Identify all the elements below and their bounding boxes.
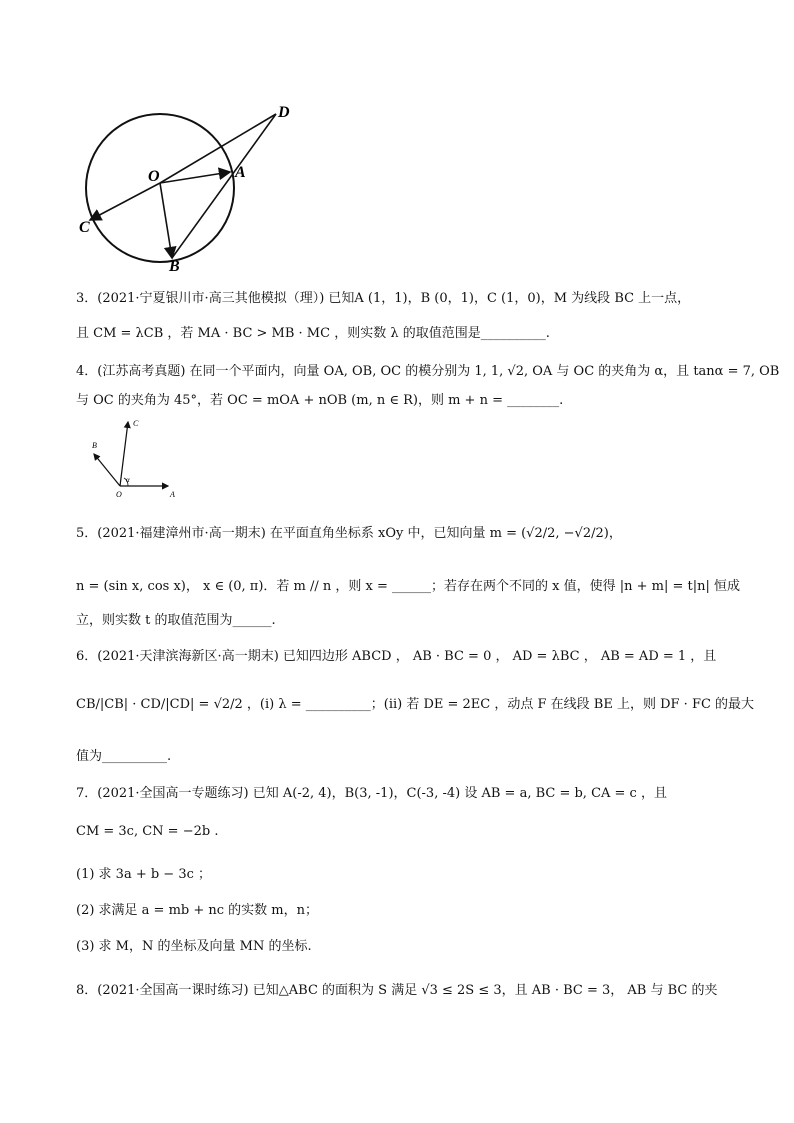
problem-7-sub-1: (1) 求 3a + b − 3c ； xyxy=(76,867,212,882)
label-alpha-small: α xyxy=(126,476,130,484)
problem-3-line-1: 3．(2021·宁夏银川市·高三其他模拟（理）) 已知A (1，1)，B (0，1)，C (1，0)，M 为线段 BC 上一点， xyxy=(76,291,691,306)
problem-4-line-2: 与 OC 的夹角为 45°，若 OC = mOA + nOB (m, n ∈ R)，则 m + n = ________. xyxy=(76,393,564,408)
problem-5-line-1: 5．(2021·福建漳州市·高一期末) 在平面直角坐标系 xOy 中，已知向量 m = (√2/2, −√2/2)， xyxy=(76,526,622,541)
problem-7-sub-3: (3) 求 M，N 的坐标及向量 MN 的坐标. xyxy=(76,939,312,954)
label-c-small: C xyxy=(133,419,139,428)
circle-vector-figure xyxy=(70,100,310,280)
problem-4-line-1: 4．(江苏高考真题) 在同一个平面内，向量 OA, OB, OC 的模分别为 1, 1, √2, OA 与 OC 的夹角为 α，且 tanα = 7, OB xyxy=(76,364,780,379)
label-d: D xyxy=(278,104,290,121)
angle-vector-figure xyxy=(84,410,194,500)
problem-7-sub-2: (2) 求满足 a = mb + nc 的实数 m，n； xyxy=(76,903,319,918)
label-o: O xyxy=(148,168,160,185)
problem-7-line-2: CM = 3c, CN = −2b . xyxy=(76,824,219,839)
vector-oc xyxy=(90,183,160,220)
problem-8-line-1: 8．(2021·全国高一课时练习) 已知△ABC 的面积为 S 满足 √3 ≤ 2S ≤ 3，且 AB · BC = 3， AB 与 BC 的夹 xyxy=(76,983,718,998)
problem-6-line-2: CB/|CB| · CD/|CD| = √2/2 ，(i) λ = __________；(ii) 若 DE = 2EC ，动点 F 在线段 BE 上，则 DF · FC 的最大 xyxy=(76,697,755,712)
label-c: C xyxy=(79,219,90,236)
line-bd xyxy=(172,114,276,258)
problem-6-line-1: 6．(2021·天津滨海新区·高一期末) 已知四边形 ABCD ， AB · BC = 0 ， AD = λBC ， AB = AD = 1 ，且 xyxy=(76,649,717,664)
label-b: B xyxy=(169,258,180,275)
label-a: A xyxy=(235,164,246,181)
vector-ob-small xyxy=(94,454,120,486)
problem-3-line-2: 且 CM = λCB ，若 MA · BC > MB · MC ，则实数 λ 的取值范围是__________. xyxy=(76,326,550,341)
vector-ob xyxy=(160,183,172,258)
problem-6-line-3: 值为__________. xyxy=(76,749,172,764)
label-o-small: O xyxy=(116,490,122,499)
label-b-small: B xyxy=(92,441,97,450)
problem-5-line-3: 立，则实数 t 的取值范围为______. xyxy=(76,613,276,628)
problem-7-line-1: 7．(2021·全国高一专题练习) 已知 A(-2, 4)，B(3, -1)，C(-3, -4) 设 AB = a, BC = b, CA = c ，且 xyxy=(76,786,667,801)
line-od xyxy=(160,114,276,183)
problem-5-line-2: n = (sin x, cos x)， x ∈ (0, π)．若 m // n ，则 x = ______；若存在两个不同的 x 值，使得 |n + m| = t|n| 恒成 xyxy=(76,579,741,594)
label-a-small: A xyxy=(170,490,175,499)
